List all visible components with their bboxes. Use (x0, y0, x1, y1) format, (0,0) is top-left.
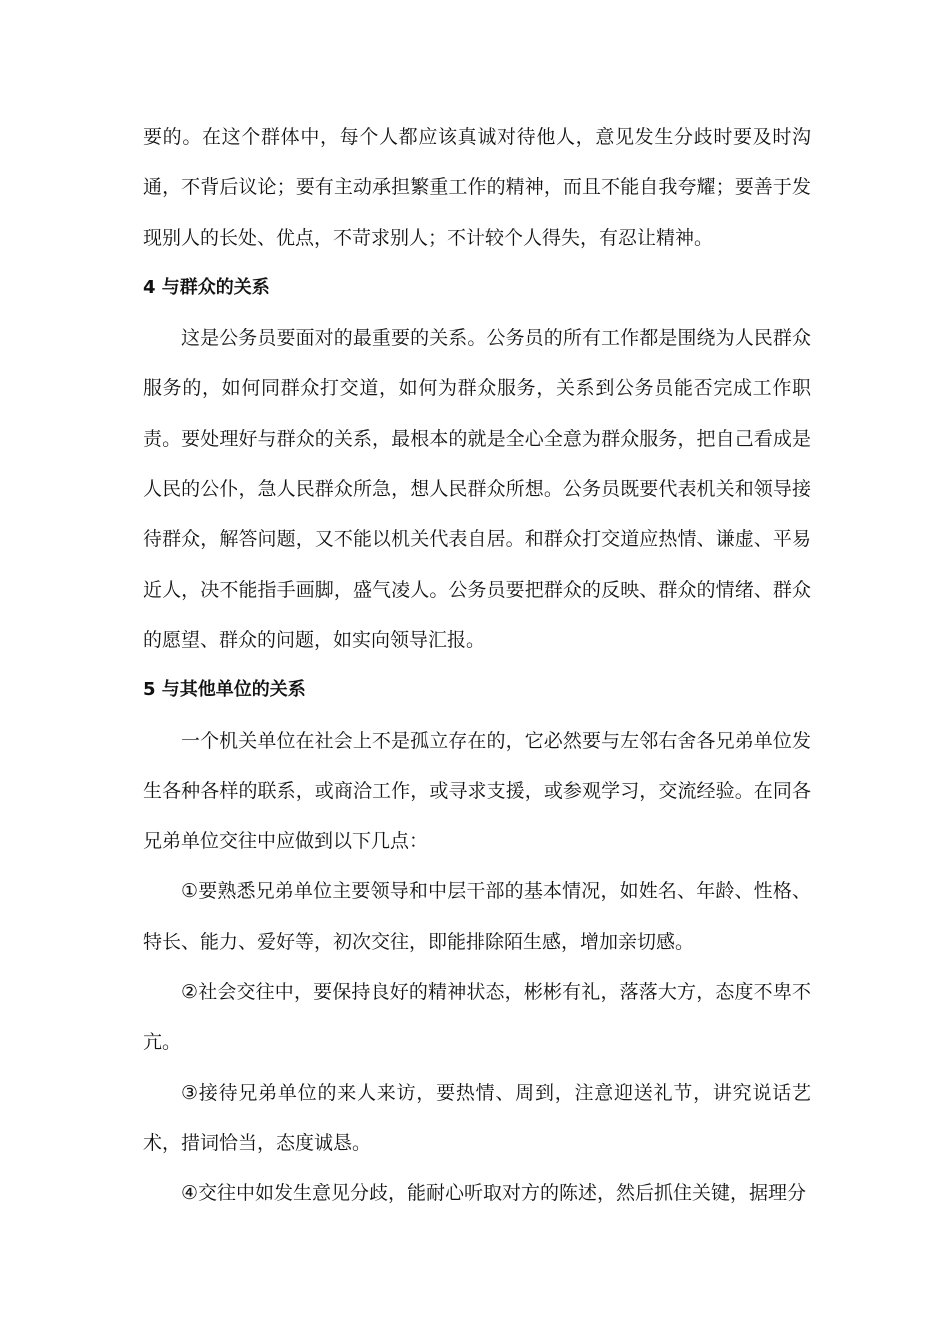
paragraph-masses: 这是公务员要面对的最重要的关系。公务员的所有工作都是围绕为人民群众服务的，如何同群众打交道，如何为群众服务，关系到公务员能否完成工作职责。要处理好与群众的关系，最根本的就是全心全意为群众服务，把自己看成是人民的公仆，急人民群众所急，想人民群众所想。公务员既要代表机关和领导接待群众，解答问题，又不能以机关代表自居。和群众打交道应热情、谦虚、平易近人，决不能指手画脚，盛气凌人。公务员要把群众的反映、群众的情绪、群众的愿望、群众的问题，如实向领导汇报。 (143, 327, 811, 651)
list-item-4: ④交往中如发生意见分歧，能耐心听取对方的陈述，然后抓住关键，据理分 (181, 1182, 807, 1205)
section-heading-4: 4 与群众的关系 (143, 276, 270, 298)
document-body (143, 112, 811, 1219)
list-item-1: ①要熟悉兄弟单位主要领导和中层干部的基本情况，如姓名、年龄、性格、特长、能力、爱好等，初次交往，即能排除陌生感，增加亲切感。 (143, 880, 811, 953)
list-item-2: ②社会交往中，要保持良好的精神状态，彬彬有礼，落落大方，态度不卑不亢。 (143, 981, 811, 1054)
paragraph-teamwork: 要的。在这个群体中，每个人都应该真诚对待他人，意见发生分歧时要及时沟通，不背后议论；要有主动承担繁重工作的精神，而且不能自我夸耀；要善于发现别人的长处、优点，不苛求别人；不计较个人得失，有忍让精神。 (143, 126, 811, 249)
list-item-3: ③接待兄弟单位的来人来访，要热情、周到，注意迎送礼节，讲究说话艺术，措词恰当，态度诚恳。 (143, 1081, 811, 1154)
paragraph-other-units: 一个机关单位在社会上不是孤立存在的，它必然要与左邻右舍各兄弟单位发生各种各样的联系，或商洽工作，或寻求支援，或参观学习，交流经验。在同各兄弟单位交往中应做到以下几点： (143, 729, 811, 853)
section-heading-5: 5 与其他单位的关系 (143, 679, 306, 701)
